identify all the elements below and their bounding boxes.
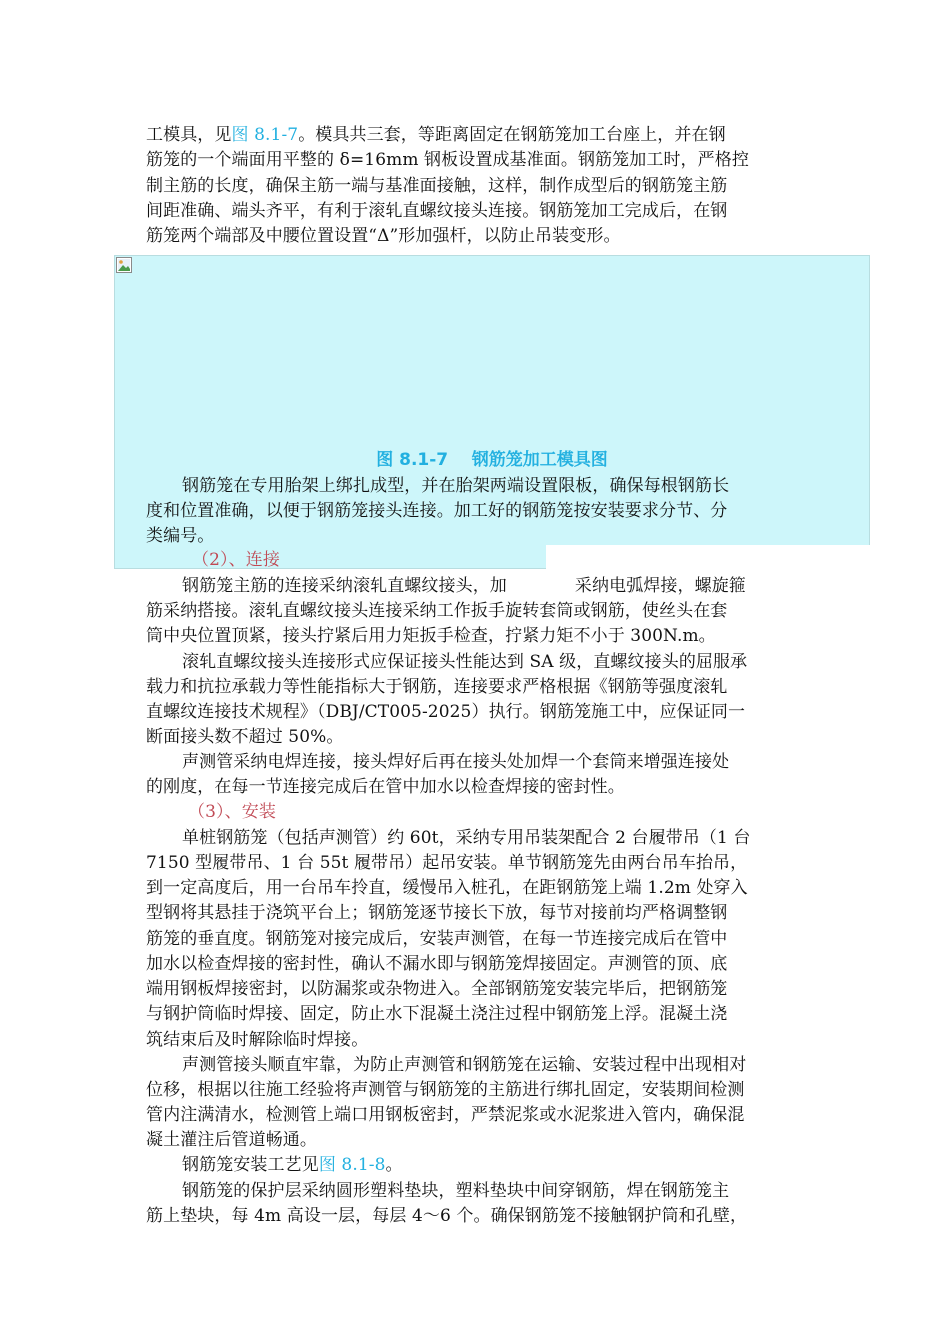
- body-line: 到一定高度后，用一台吊车拎直，缓慢吊入桩孔，在距钢筋笼上端 1.2m 处穿入: [146, 878, 748, 898]
- body-line: 间距准确、端头齐平，有利于滚轧直螺纹接头连接。钢筋笼加工完成后，在钢: [146, 201, 728, 221]
- body-line: 载力和抗拉承载力等性能指标大于钢筋，连接要求严格根据《钢筋等强度滚轧: [146, 677, 728, 697]
- body-line: 声测管接头顺直牢靠，为防止声测管和钢筋笼在运输、安装过程中出现相对: [182, 1055, 747, 1075]
- body-line: 钢筋笼在专用胎架上绑扎成型，并在胎架两端设置限板，确保每根钢筋长: [182, 476, 730, 496]
- figure-link[interactable]: 图 8.1-8: [318, 1155, 386, 1175]
- body-line: 直螺纹连接技术规程》（DBJ/CT005-2025）执行。钢筋笼施工中，应保证同一: [146, 702, 746, 722]
- body-line: 断面接头数不超过 50%。: [146, 727, 344, 747]
- body-line: 单桩钢筋笼（包括声测管）约 60t，采纳专用吊装架配合 2 台履带吊（1 台: [182, 828, 751, 848]
- section-heading: （3）、安装: [188, 802, 276, 822]
- section-heading: （2）、连接: [192, 550, 280, 570]
- body-line: 滚轧直螺纹接头连接形式应保证接头性能达到 SA 级，直螺纹接头的屈服承: [182, 652, 748, 672]
- body-line: 工模具，见图 8.1-7。模具共三套，等距离固定在钢筋笼加工台座上，并在钢: [146, 125, 726, 145]
- body-line: 与钢护筒临时焊接、固定，防止水下混凝土浇注过程中钢筋笼上浮。混凝土浇: [146, 1004, 728, 1024]
- body-line: 钢筋笼主筋的连接采纳滚轧直螺纹接头，加 采纳电弧焊接，螺旋箍: [182, 576, 746, 596]
- figure-caption: 图 8.1-7 钢筋笼加工模具图: [376, 450, 608, 470]
- body-line: 声测管采纳电焊连接，接头焊好后再在接头处加焊一个套筒来增强连接处: [182, 752, 730, 772]
- body-line: 端用钢板焊接密封，以防漏浆或杂物进入。全部钢筋笼安装完毕后，把钢筋笼: [146, 979, 728, 999]
- body-line: 筋笼的垂直度。钢筋笼对接完成后，安装声测管，在每一节连接完成后在管中: [146, 929, 728, 949]
- broken-image-icon: [116, 257, 132, 273]
- body-line: 制主筋的长度，确保主筋一端与基准面接触，这样，制作成型后的钢筋笼主筋: [146, 176, 728, 196]
- body-line: 类编号。: [146, 526, 215, 546]
- body-line: 加水以检查焊接的密封性，确认不漏水即与钢筋笼焊接固定。声测管的顶、底: [146, 954, 728, 974]
- body-line: 钢筋笼安装工艺见图 8.1-8。: [182, 1155, 403, 1175]
- body-line: 筋上垫块，每 4m 高设一层，每层 4～6 个。确保钢筋笼不接触钢护筒和孔壁，: [146, 1206, 748, 1226]
- body-line: 度和位置准确，以便于钢筋笼接头连接。加工好的钢筋笼按安装要求分节、分: [146, 501, 728, 521]
- body-line: 7150 型履带吊、1 台 55t 履带吊）起吊安装。单节钢筋笼先由两台吊车抬吊，: [146, 853, 748, 873]
- body-line: 筒中央位置顶紧，接头拧紧后用力矩扳手检查，拧紧力矩不小于 300N.m。: [146, 626, 716, 646]
- body-line: 筋采纳搭接。滚轧直螺纹接头连接采纳工作扳手旋转套筒或钢筋，使丝头在套: [146, 601, 728, 621]
- body-line: 型钢将其悬挂于浇筑平台上；钢筋笼逐节接长下放，每节对接前均严格调整钢: [146, 903, 728, 923]
- body-line: 凝土灌注后管道畅通。: [146, 1130, 317, 1150]
- body-line: 的刚度，在每一节连接完成后在管中加水以检查焊接的密封性。: [146, 777, 625, 797]
- body-line: 位移，根据以往施工经验将声测管与钢筋笼的主筋进行绑扎固定，安装期间检测: [146, 1080, 745, 1100]
- body-line: 钢筋笼的保护层采纳圆形塑料垫块，塑料垫块中间穿钢筋，焊在钢筋笼主: [182, 1181, 730, 1201]
- figure-link[interactable]: 图 8.1-7: [231, 125, 299, 145]
- body-line: 筋笼两个端部及中腰位置设置“Δ”形加强杆，以防止吊装变形。: [146, 226, 621, 246]
- body-line: 筑结束后及时解除临时焊接。: [146, 1030, 369, 1050]
- body-line: 筋笼的一个端面用平整的 δ=16mm 钢板设置成基准面。钢筋笼加工时，严格控: [146, 150, 749, 170]
- body-line: 管内注满清水，检测管上端口用钢板密封，严禁泥浆或水泥浆进入管内，确保混: [146, 1105, 745, 1125]
